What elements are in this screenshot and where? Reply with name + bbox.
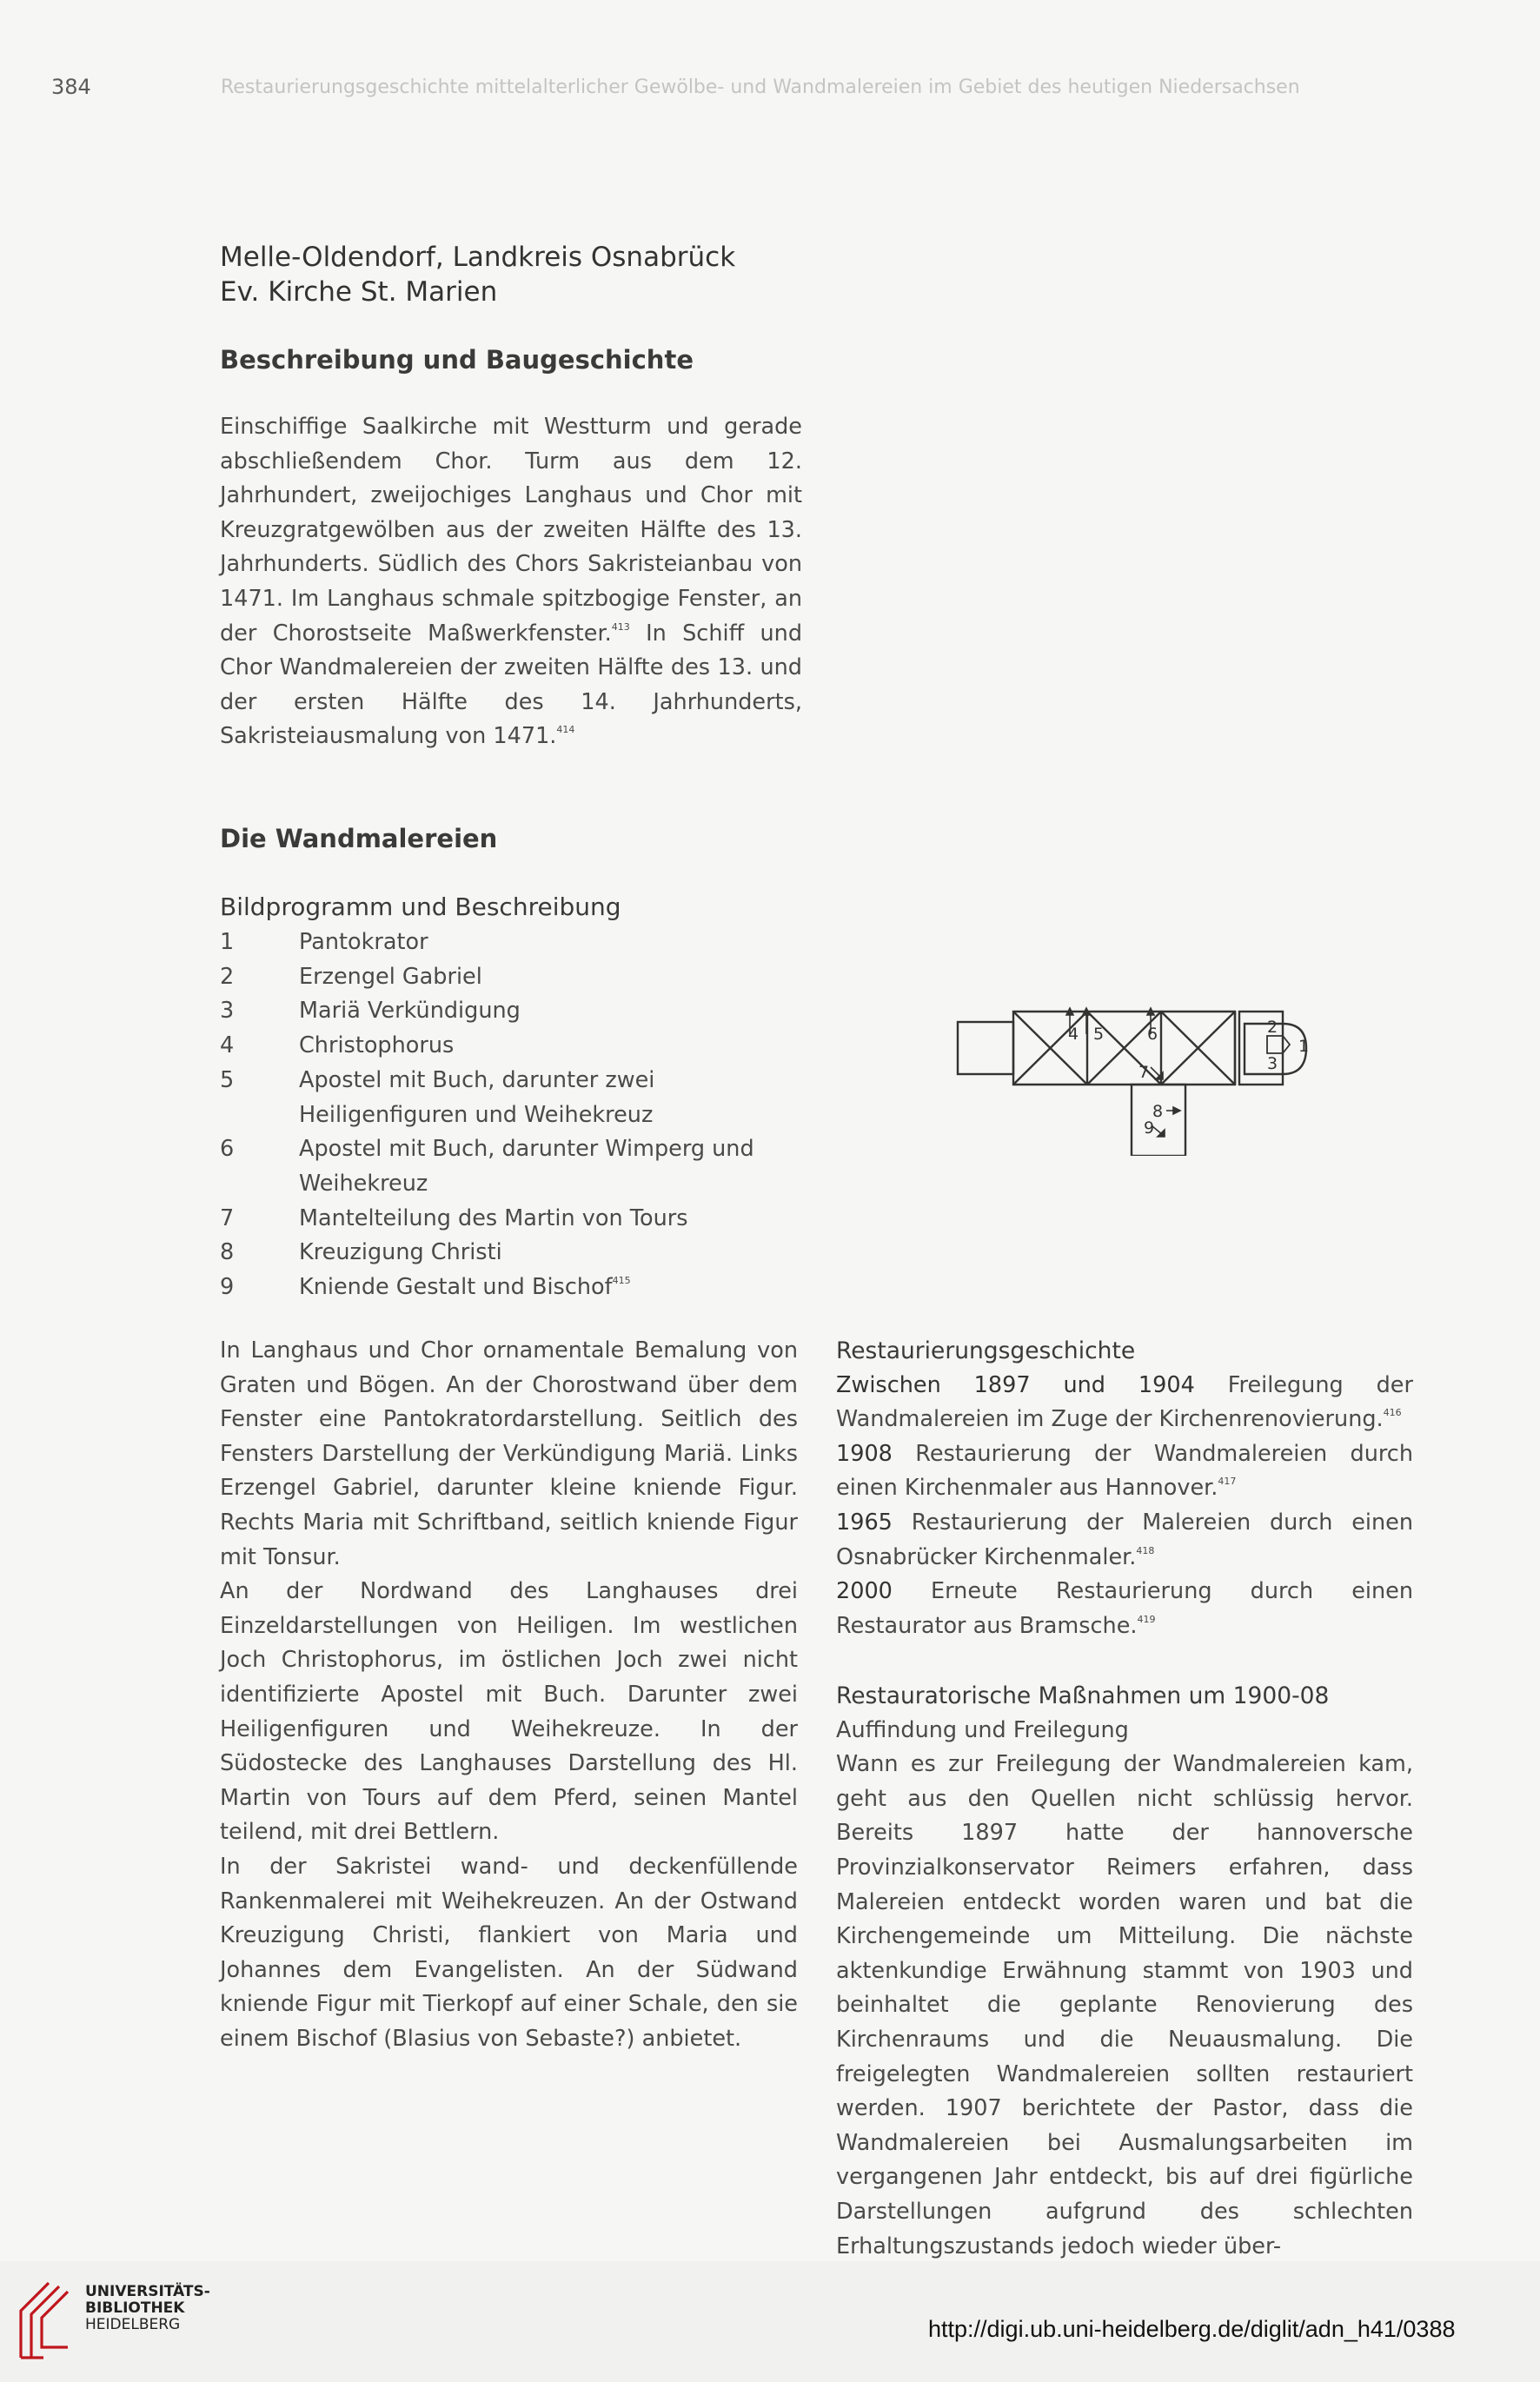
history-year: Zwischen 1897 und 1904: [836, 1371, 1195, 1398]
measures-text: Wann es zur Freilegung der Wandmalereien kam, geht aus den Quellen nicht schlüssig hervor. Bereits 1897 hatte der hannoversche Provinzialkonservator Reimers erfahren, dass Malereien entdeckt worden waren und bat die Kirchengemeinde um Mitteilung. Die nächste aktenkundige Erwähnung stammt von 1903 und beinhaltet die geplante Renovierung des Kirchenraums und die Neuausmalung. Die freigelegten Wandmalereien sollten restauriert werden. 1907 berichtete der Pastor, dass die Wandmalereien bei Ausmalungsarbeiten im vergangenen Jahr entdeckt, bis auf drei figürliche Darstellungen aufgrund des schlechten Erhaltungszustands jedoch wieder über-: [836, 1751, 1413, 2259]
list-item: [220, 1202, 785, 1237]
item-number: 4: [220, 1032, 235, 1059]
history-year: 1965: [836, 1509, 893, 1536]
section-heading-description: Beschreibung und Baugeschichte: [220, 345, 694, 375]
history-entry: [836, 1369, 1413, 1437]
footnote-ref: 416: [1383, 1407, 1402, 1419]
item-number: 9: [220, 1274, 235, 1301]
body-paragraph: In Langhaus und Chor ornamentale Bemalung von Graten und Bögen. An der Chorostwand über dem Fenster eine Pantokratordarstellung. Seitlich des Fensters Darstellung der Verkündigung Mariä. Links Erzengel Gabriel, darunter kleine kniende Figur. Rechts Maria mit Schriftband, seitlich kniende Figur mit Tonsur.: [220, 1337, 798, 1570]
plan-tower: [958, 1022, 1013, 1074]
running-title: Restaurierungsgeschichte mittelalterlicher Gewölbe- und Wandmalereien im Gebiet des heutigen Niedersachsen: [221, 76, 1300, 98]
place-line-2: Ev. Kirche St. Marien: [220, 276, 498, 308]
plan-label-6: 6: [1147, 1025, 1158, 1044]
body-paragraph: In der Sakristei wand- und deckenfüllende Rankenmalerei mit Weihekreuzen. An der Ostwand Kreuzigung Christi, flankiert von Maria und Johannes dem Evangelisten. An der Südwand kniende Figur mit Tierkopf auf einer Schale, den sie einem Bischof (Blasius von Sebaste?) anbietet.: [220, 1853, 798, 2052]
item-number: 5: [220, 1066, 235, 1093]
item-number: 3: [220, 998, 235, 1025]
item-text: Erzengel Gabriel: [299, 963, 482, 990]
history-entry: [836, 1506, 1413, 1575]
footnote-ref: 419: [1137, 1613, 1156, 1625]
painting-program-list: [220, 926, 785, 1305]
program-heading: Bildprogramm und Beschreibung: [220, 892, 621, 921]
item-number: 7: [220, 1204, 235, 1231]
description-text-a: Einschiffige Saalkirche mit Westturm und gerade abschließendem Chor. Turm aus dem 12. Jahrhundert, zweijochiges Langhaus und Chor mit Kreuzgratgewölben aus der zweiten Hälfte des 13. Jahrhunderts. Südlich des Chors Sakristeianbau von 1471. Im Langhaus schmale spitzbogige Fenster, an der Chorostseite Maßwerkfenster.: [220, 414, 802, 647]
list-item: [220, 994, 785, 1029]
item-number: 2: [220, 963, 235, 990]
restoration-history-heading: Restaurierungsgeschichte: [836, 1337, 1136, 1364]
item-text: Christophorus: [299, 1032, 455, 1059]
item-number: 8: [220, 1239, 235, 1266]
history-year: 1908: [836, 1440, 893, 1467]
item-number: 1: [220, 929, 235, 955]
paintings-description: [220, 1334, 798, 2056]
section-heading-paintings: Die Wandmalereien: [220, 824, 498, 853]
item-text: Mariä Verkündigung: [299, 998, 521, 1025]
description-paragraph: [220, 410, 802, 754]
history-text: Restaurierung der Wandmalereien durch einen Kirchenmaler aus Hannover.: [836, 1440, 1413, 1502]
history-entry: [836, 1575, 1413, 1643]
list-item: [220, 1029, 785, 1064]
place-heading: [220, 240, 735, 309]
measures-subheading: Auffindung und Freilegung: [836, 1716, 1129, 1743]
library-logo-icon: [14, 2278, 80, 2363]
list-item: [220, 1132, 785, 1201]
restoration-history: [836, 1334, 1413, 1643]
footnote-ref: 414: [556, 724, 575, 736]
plan-label-7: 7: [1138, 1063, 1150, 1082]
list-item: [220, 926, 785, 960]
measures-heading: Restauratorische Maßnahmen um 1900-08: [836, 1682, 1330, 1709]
item-text: [299, 1271, 785, 1305]
history-text: Erneute Restaurierung durch einen Restaurator aus Bramsche.: [836, 1578, 1413, 1639]
footnote-ref: 413: [611, 620, 630, 633]
plan-label-3: 3: [1267, 1054, 1278, 1073]
restoration-measures: [836, 1679, 1413, 2264]
item-text: Apostel mit Buch, darunter Wimperg und Weihekreuz: [299, 1136, 754, 1197]
item-text: Pantokrator: [299, 929, 428, 955]
list-item: [220, 1064, 785, 1132]
item-text-main: Kniende Gestalt und Bischof: [299, 1274, 613, 1301]
source-url-link[interactable]: http://digi.ub.uni-heidelberg.de/diglit/adn_h41/0388: [928, 2316, 1456, 2342]
library-name-line-2: BIBLIOTHEK: [85, 2299, 185, 2317]
footnote-ref: 418: [1136, 1544, 1155, 1556]
list-item: [220, 960, 785, 995]
footnote-ref: 417: [1218, 1476, 1237, 1488]
plan-label-9: 9: [1144, 1118, 1155, 1138]
plan-label-8: 8: [1152, 1102, 1164, 1121]
history-text: Freilegung der Wandmalereien im Zuge der Kirchenrenovierung.: [836, 1371, 1413, 1433]
item-text: Kreuzigung Christi: [299, 1239, 502, 1266]
footnote-ref: 415: [612, 1275, 631, 1287]
body-paragraph: An der Nordwand des Langhauses drei Einzeldarstellungen von Heiligen. Im westlichen Joch Christophorus, im östlichen Joch zwei nicht identifizierte Apostel mit Buch. Darunter zwei Heiligenfiguren und Weihekreuze. In der Südostecke des Langhauses Darstellung des Hl. Martin von Tours auf dem Pferd, seinen Mantel teilend, mit drei Bettlern.: [220, 1578, 798, 1846]
page-number: 384: [51, 75, 91, 99]
library-name-line-3: HEIDELBERG: [85, 2316, 181, 2333]
plan-label-5: 5: [1093, 1025, 1105, 1044]
list-item: [220, 1271, 785, 1305]
item-number: 6: [220, 1136, 235, 1163]
item-text: Mantelteilung des Martin von Tours: [299, 1204, 688, 1231]
history-entry: [836, 1437, 1413, 1506]
place-line-1: Melle-Oldendorf, Landkreis Osnabrück: [220, 242, 736, 273]
plan-label-1: 1: [1298, 1037, 1310, 1056]
church-floor-plan: [949, 999, 1323, 1156]
plan-label-4: 4: [1068, 1025, 1079, 1044]
history-text: Restaurierung der Malereien durch einen Osnabrücker Kirchenmaler.: [836, 1509, 1413, 1570]
item-text: Apostel mit Buch, darunter zwei Heiligenfiguren und Weihekreuz: [299, 1066, 655, 1128]
library-name-line-1: UNIVERSITÄTS-: [85, 2283, 210, 2300]
description-text-b: In Schiff und Chor Wandmalereien der zweiten Hälfte des 13. und der ersten Hälfte des 14. Jahrhunderts, Sakristeiausmalung von 1471.: [220, 620, 803, 750]
library-name: [85, 2284, 210, 2333]
list-item: [220, 1236, 785, 1271]
history-year: 2000: [836, 1578, 893, 1605]
plan-label-2: 2: [1267, 1018, 1278, 1037]
